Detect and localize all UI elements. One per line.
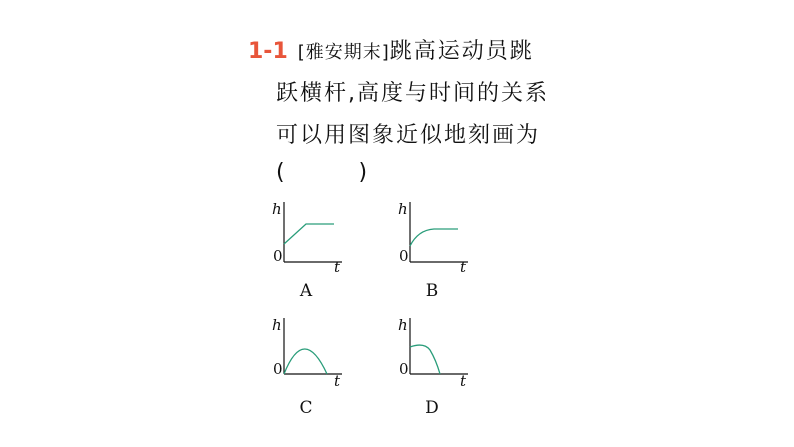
x-axis-label: t	[334, 372, 341, 390]
graph-a	[268, 196, 378, 276]
origin-label: 0	[273, 360, 283, 378]
curve-a	[284, 224, 334, 244]
option-label-c: C	[299, 398, 313, 418]
graph-d	[394, 314, 504, 394]
y-axis-label: h	[272, 316, 282, 334]
question-number: 1-1	[248, 39, 288, 64]
origin-label: 0	[273, 247, 283, 265]
option-label-a: A	[299, 281, 313, 301]
question-line-2: 跃横杆,高度与时间的关系	[276, 81, 549, 106]
answer-blank: ( )	[276, 160, 370, 185]
question-line-3: 可以用图象近似地刻画为	[276, 123, 541, 148]
y-axis-label: h	[398, 200, 408, 218]
x-axis-label: t	[460, 258, 467, 276]
x-axis-label: t	[334, 258, 341, 276]
option-label-b: B	[425, 281, 439, 301]
origin-label: 0	[399, 360, 409, 378]
graph-c	[268, 314, 378, 394]
curve-c	[284, 349, 327, 374]
question-source: [雅安期末]	[297, 42, 390, 63]
graph-b	[394, 196, 504, 276]
origin-label: 0	[399, 247, 409, 265]
x-axis-label: t	[460, 372, 467, 390]
question-text-1: 跳高运动员跳	[389, 39, 534, 64]
question-line-1	[248, 34, 534, 65]
y-axis-label: h	[398, 316, 408, 334]
option-label-d: D	[425, 398, 439, 418]
curve-d	[410, 345, 440, 374]
y-axis-label: h	[272, 200, 282, 218]
curve-b	[410, 229, 458, 246]
